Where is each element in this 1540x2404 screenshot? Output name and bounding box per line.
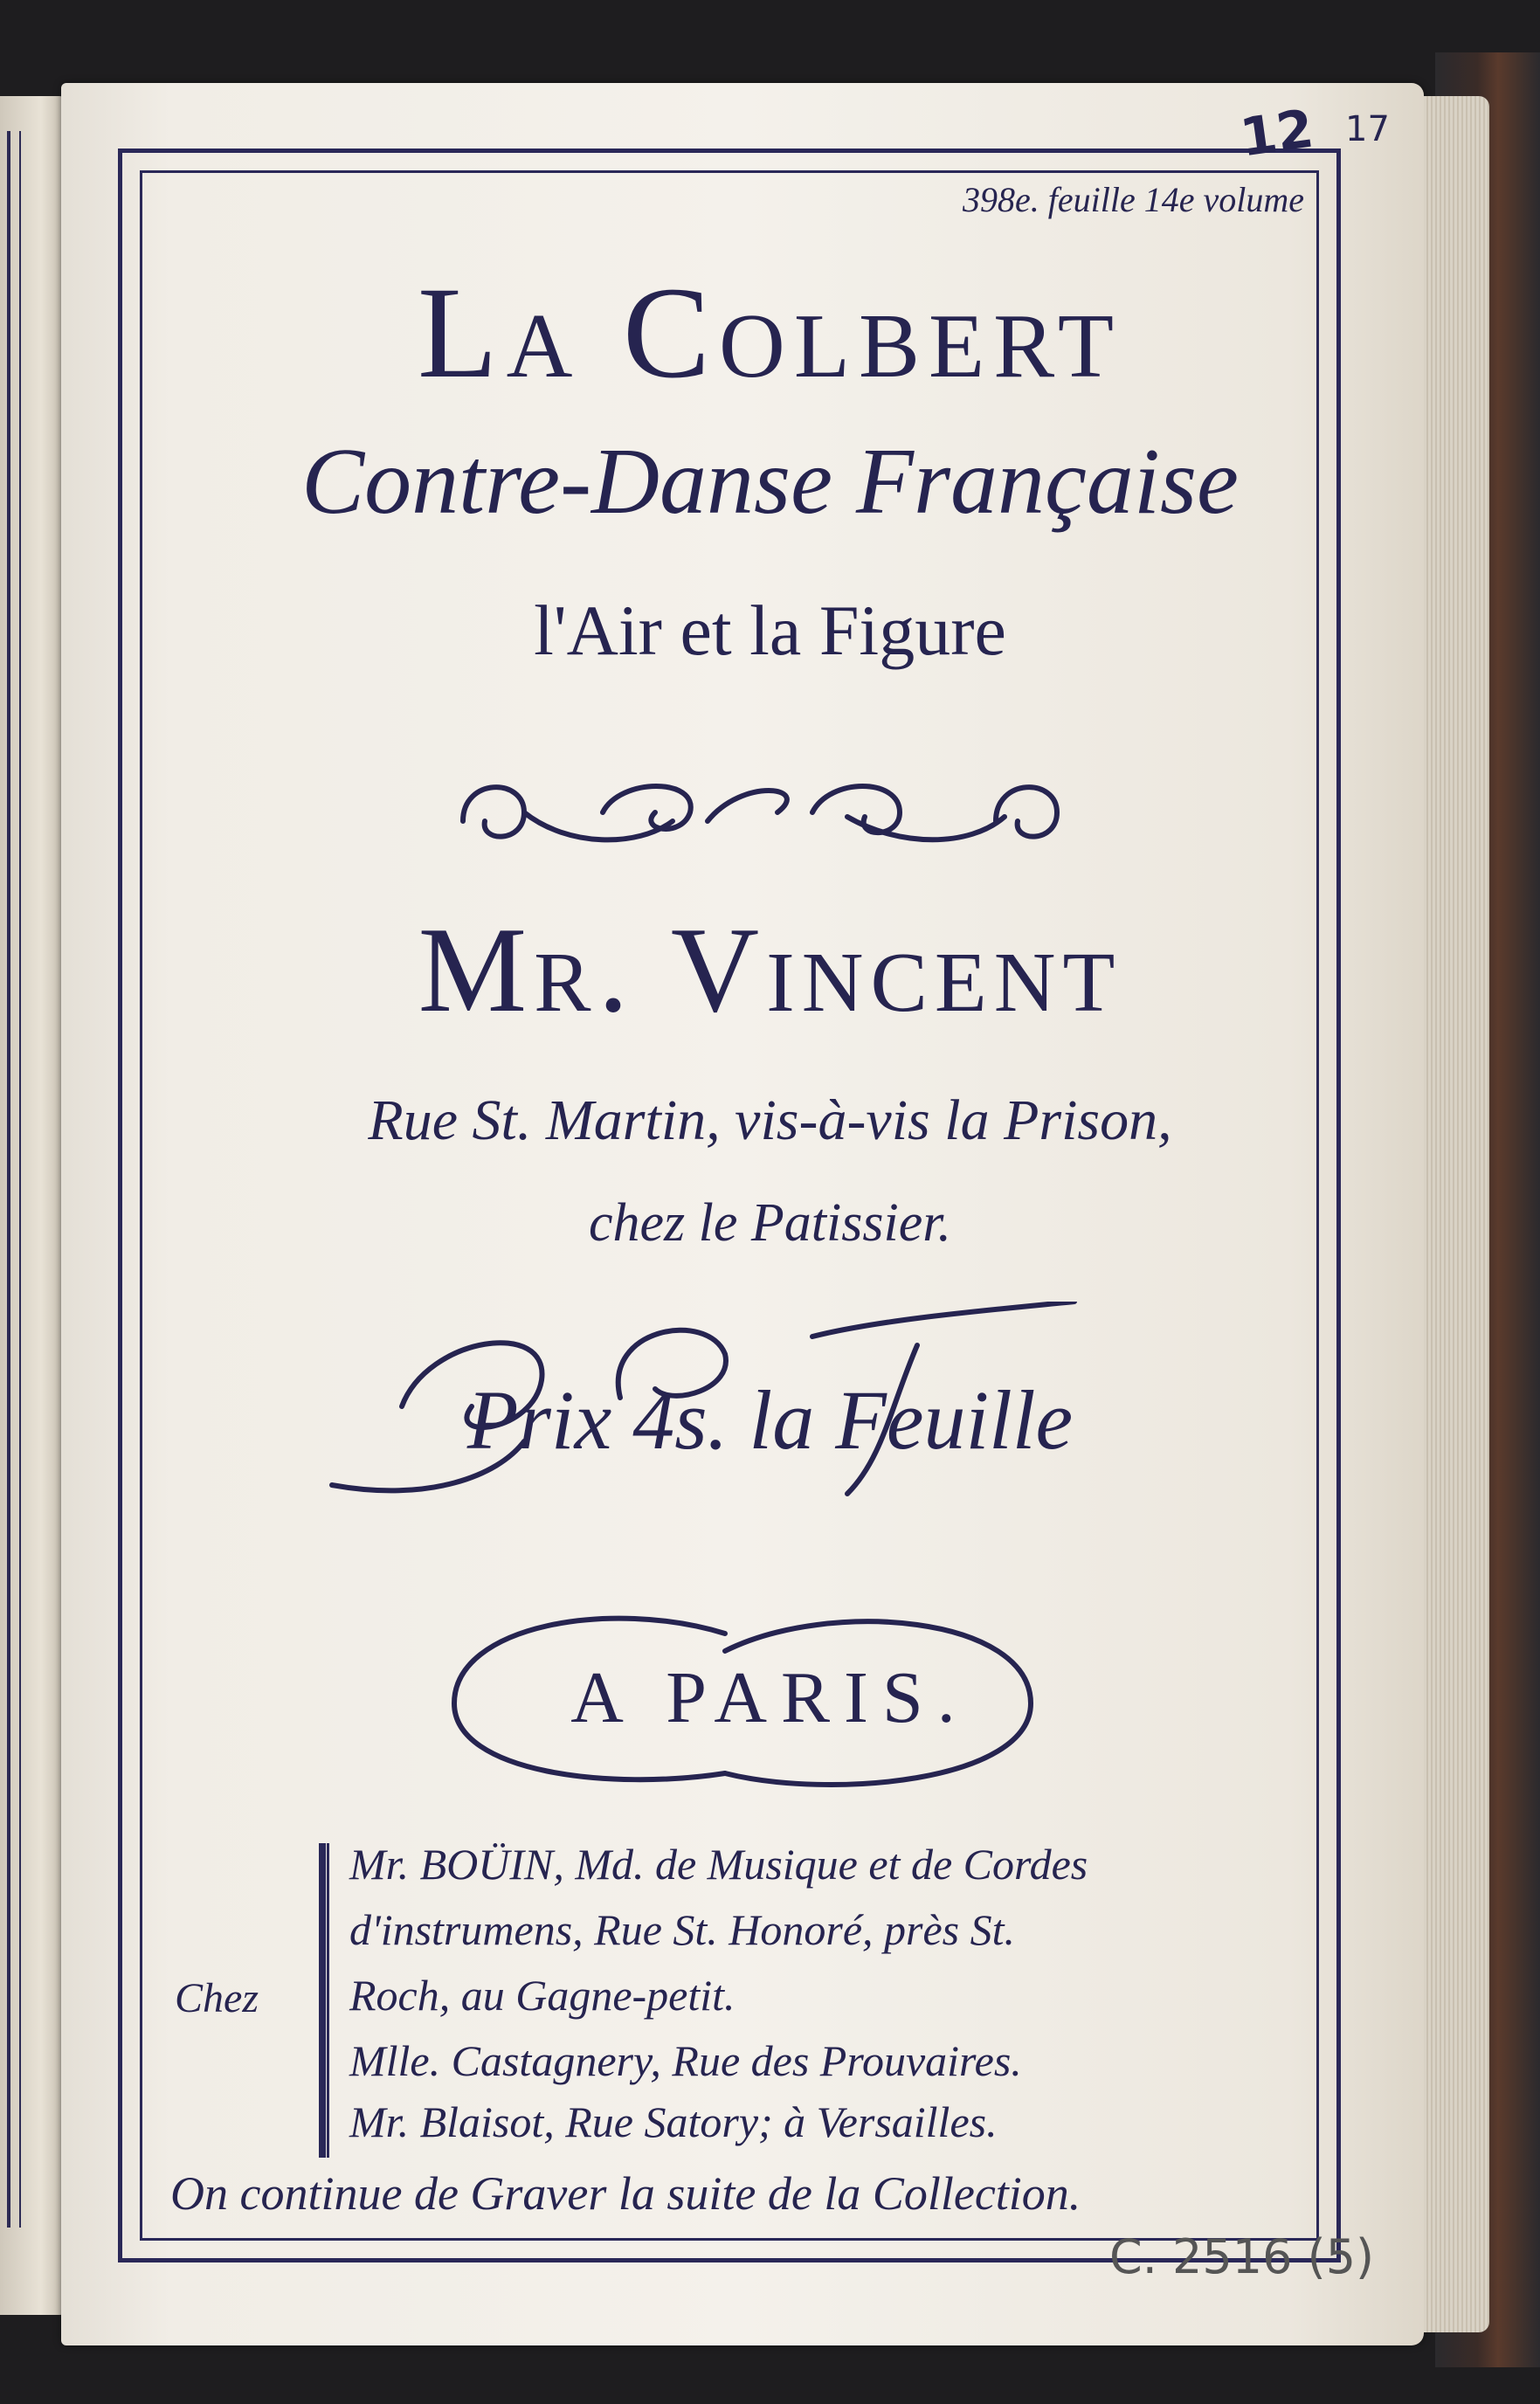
price: Prix 4s. la Feuille	[466, 1373, 1074, 1467]
seller-line: Mr. Blaisot, Rue Satory; à Versailles.	[349, 2097, 998, 2146]
city-name: A PARIS.	[570, 1657, 970, 1738]
author-name: Mr. Vincent	[418, 902, 1122, 1038]
ornament-flourish	[445, 760, 1074, 865]
seller-line: Mlle. Castagnery, Rue des Prouvaires.	[349, 2036, 1022, 2085]
seller-line: Mr. BOÜIN, Md. de Musique et de Cordes	[349, 1840, 1088, 1889]
seller-line: d'instrumens, Rue St. Honoré, près St.	[349, 1905, 1016, 1954]
page-title: La Colbert	[417, 260, 1122, 405]
catalog-mark: C. 2516 (5)	[1109, 2229, 1375, 2284]
sellers-label: Chez	[175, 1975, 259, 2021]
corner-number: 12	[1236, 98, 1317, 169]
seller-line: Roch, au Gagne-petit.	[349, 1971, 735, 2020]
footer-note: On continue de Graver la suite de la Collection.	[170, 2167, 1081, 2220]
corner-number-alt: 17	[1345, 109, 1390, 149]
subtitle-air-figure: l'Air et la Figure	[534, 591, 1006, 670]
address-line-2: chez le Patissier.	[589, 1193, 951, 1253]
issue-line: 398e. feuille 14e volume	[963, 180, 1304, 219]
sellers-bracket	[319, 1843, 329, 2158]
address-line-1: Rue St. Martin, vis-à-vis la Prison,	[368, 1088, 1172, 1152]
subtitle: Contre-Danse Française	[301, 430, 1239, 534]
